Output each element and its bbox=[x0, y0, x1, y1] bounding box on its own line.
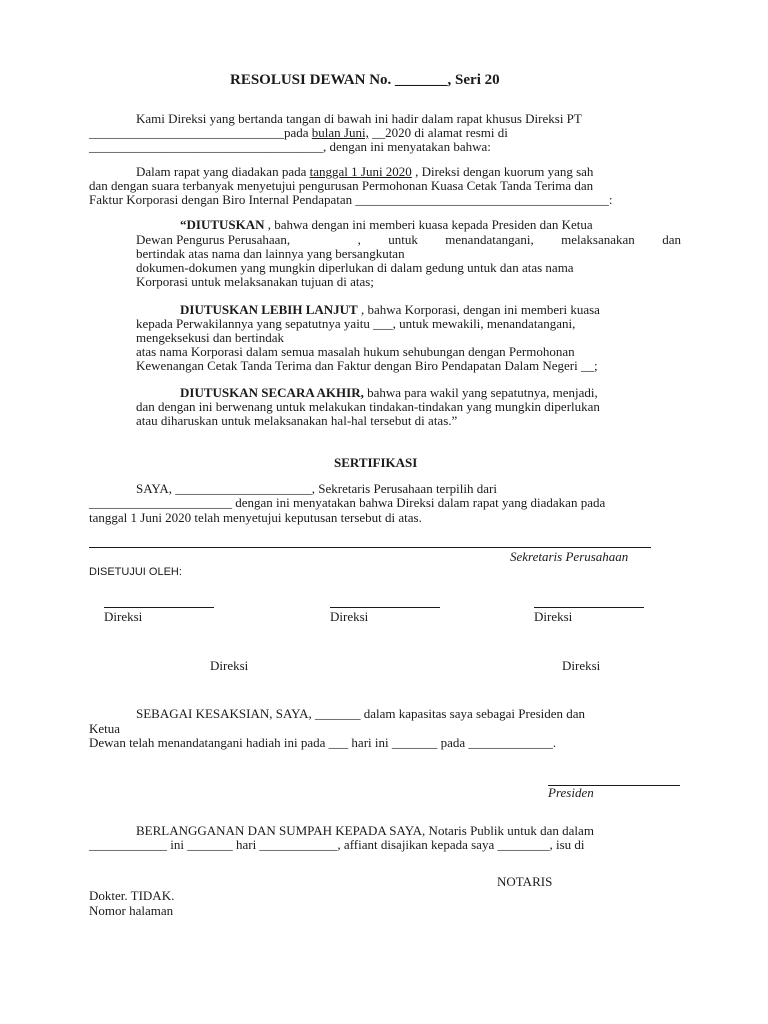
resolved-2-line-4: atas nama Korporasi dalam semua masalah hukum sehubungan dengan Permohonan bbox=[136, 344, 575, 359]
resolved-2-line-5: Kewenangan Cetak Tanda Terima dan Faktur dengan Biro Pendapatan Dalam Negeri __; bbox=[136, 358, 598, 373]
oath-line-1: BERLANGGANAN DAN SUMPAH KEPADA SAYA, Notaris Publik untuk dan dalam bbox=[136, 823, 594, 838]
resolved-1-heading: “DIUTUSKAN bbox=[180, 217, 265, 232]
witness-line-1: SEBAGAI KESAKSIAN, SAYA, _______ dalam kapasitas saya sebagai Presiden dan bbox=[136, 706, 586, 721]
president-label: Presiden bbox=[548, 785, 594, 800]
meeting-line-2: dan dengan suara terbanyak menyetujui pengurusan Permohonan Kuasa Cetak Tanda Terima dan bbox=[89, 178, 594, 193]
certification-line-2: ______________________ dengan ini menyatakan bahwa Direksi dalam rapat yang diadakan pada bbox=[89, 495, 606, 510]
resolved-1-line-5: Korporasi untuk melaksanakan tujuan di atas; bbox=[136, 274, 374, 289]
intro-line-3: ____________________________________, dengan ini menyatakan bahwa: bbox=[89, 139, 491, 154]
oath-line-2: ____________ ini _______ hari ____________, affiant disajikan kepada saya ________, isu di bbox=[89, 837, 585, 852]
page-number-label: Nomor halaman bbox=[89, 903, 174, 918]
resolved-1-line-4: dokumen-dokumen yang mungkin diperlukan di dalam gedung untuk dan atas nama bbox=[136, 260, 574, 275]
certification-heading: SERTIFIKASI bbox=[334, 455, 418, 470]
signer-label-1: Direksi bbox=[104, 609, 143, 624]
resolved-3-line-3: atau diharuskan untuk melaksanakan hal-hal tersebut di atas.” bbox=[136, 413, 458, 428]
secretary-label: Sekretaris Perusahaan bbox=[510, 549, 629, 564]
resolved-1-line-2: Dewan Pengurus Perusahaan, , untuk menandatangani, melaksanakan dan bbox=[136, 232, 681, 247]
signer-label-4: Direksi bbox=[210, 658, 249, 673]
resolved-3-line-2: dan dengan ini berwenang untuk melakukan tindakan-tindakan yang mungkin diperlukan bbox=[136, 399, 600, 414]
intro-line-2: ______________________________pada bulan Juni, __2020 di alamat resmi di bbox=[89, 125, 508, 140]
doc-number-label: Dokter. TIDAK. bbox=[89, 888, 175, 903]
signer-label-3: Direksi bbox=[534, 609, 573, 624]
meeting-line-1: Dalam rapat yang diadakan pada tanggal 1 Juni 2020 , Direksi dengan kuorum yang sah bbox=[136, 164, 594, 179]
resolved-1-line-1: “DIUTUSKAN , bahwa dengan ini memberi kuasa kepada Presiden dan Ketua bbox=[180, 217, 593, 232]
intro-line-1: Kami Direksi yang bertanda tangan di bawah ini hadir dalam rapat khusus Direksi PT bbox=[136, 111, 582, 126]
secretary-signature-line bbox=[89, 547, 651, 548]
resolved-2-line-3: mengeksekusi dan bertindak bbox=[136, 330, 285, 345]
certification-line-1: SAYA, _____________________, Sekretaris Perusahaan terpilih dari bbox=[136, 481, 497, 496]
signature-line-1 bbox=[104, 607, 214, 608]
resolved-3-heading: DIUTUSKAN SECARA AKHIR, bbox=[180, 385, 364, 400]
resolved-2-heading: DIUTUSKAN LEBIH LANJUT bbox=[180, 302, 358, 317]
witness-line-3: Dewan telah menandatangani hadiah ini pada ___ hari ini _______ pada _____________. bbox=[89, 735, 557, 750]
signer-label-2: Direksi bbox=[330, 609, 369, 624]
resolved-2-line-1: DIUTUSKAN LEBIH LANJUT , bahwa Korporasi, dengan ini memberi kuasa bbox=[180, 302, 600, 317]
signature-line-2 bbox=[330, 607, 440, 608]
notary-label: NOTARIS bbox=[497, 874, 553, 889]
signature-line-3 bbox=[534, 607, 644, 608]
witness-line-2: Ketua bbox=[89, 721, 121, 736]
resolved-2-line-2: kepada Perwakilannya yang sepatutnya yaitu ___, untuk mewakili, menandatangani, bbox=[136, 316, 576, 331]
signer-label-5: Direksi bbox=[562, 658, 601, 673]
resolved-1-line-3: bertindak atas nama dan lainnya yang bersangkutan bbox=[136, 246, 405, 261]
meeting-line-3: Faktur Korporasi dengan Biro Internal Pendapatan _______________________________________: bbox=[89, 192, 613, 207]
resolved-3-line-1: DIUTUSKAN SECARA AKHIR, bahwa para wakil yang sepatutnya, menjadi, bbox=[180, 385, 598, 400]
document-title: RESOLUSI DEWAN No. _______, Seri 20 bbox=[230, 72, 500, 88]
certification-line-3: tanggal 1 Juni 2020 telah menyetujui keputusan tersebut di atas. bbox=[89, 510, 422, 525]
approval-label: DISETUJUI OLEH: bbox=[89, 566, 182, 578]
